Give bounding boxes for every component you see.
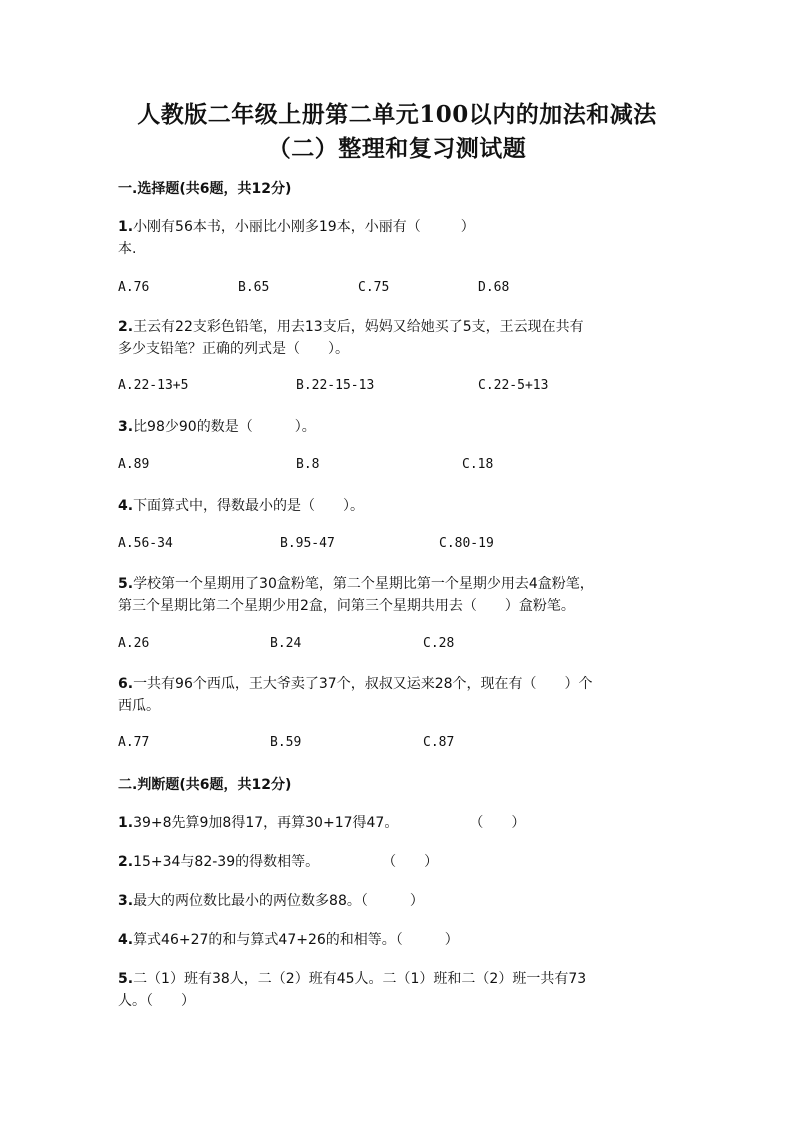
question-text: 一共有96个西瓜，王大爷卖了37个，叔叔又运来28个，现在有（ ）个 [133, 676, 593, 692]
option-b[interactable]: B.59 [270, 735, 302, 750]
option-a[interactable]: A.89 [118, 457, 150, 472]
question-number: 4. [118, 498, 134, 514]
answer-paren[interactable]: （ ） [476, 815, 526, 831]
option-b[interactable]: B.65 [238, 280, 270, 295]
question-number: 2. [118, 854, 134, 870]
document-title-line2: （二）整理和复习测试题 [267, 135, 527, 162]
judge-question-2 [118, 851, 678, 873]
option-c[interactable]: C.87 [423, 735, 455, 750]
question-number: 4. [118, 932, 134, 948]
option-a[interactable]: A.77 [118, 735, 150, 750]
question-text-cont: 多少支铅笔？正确的列式是（ ）。 [118, 341, 349, 357]
question-text: 最大的两位数比最小的两位数多88。（ ） [133, 893, 424, 909]
question-text: 39+8先算9加8得17，再算30+17得47。 [133, 815, 399, 831]
question-number: 1. [118, 219, 134, 235]
answer-paren[interactable]: （ ） [389, 854, 439, 870]
option-a[interactable]: A.22-13+5 [118, 378, 189, 393]
question-text-cont: 西瓜。 [118, 698, 160, 714]
question-text-cont: 第三个星期比第二个星期少用2盒，问第三个星期共用去（ ）盒粉笔。 [118, 598, 575, 614]
question-text-cont: 本. [118, 241, 137, 257]
judge-question-5 [118, 968, 678, 1012]
question-number: 1. [118, 815, 134, 831]
question-2 [118, 316, 678, 360]
option-a[interactable]: A.76 [118, 280, 150, 295]
question-number: 5. [118, 576, 134, 592]
document-title-line1: 人教版二年级上册第二单元100以内的加法和减法 [137, 101, 657, 128]
judge-question-4 [118, 929, 678, 951]
question-number: 3. [118, 419, 134, 435]
question-text: 王云有22支彩色铅笔，用去13支后，妈妈又给她买了5支，王云现在共有 [133, 319, 584, 335]
question-text-cont: 人。（ ） [118, 993, 195, 1009]
question-3 [118, 416, 678, 438]
option-c[interactable]: C.28 [423, 636, 455, 651]
section-heading-choice: 一.选择题(共6题，共12分) [118, 181, 292, 197]
option-b[interactable]: B.22-15-13 [296, 378, 375, 393]
question-text: 小刚有56本书，小丽比小刚多19本，小丽有（ [133, 219, 421, 235]
option-c[interactable]: C.80-19 [439, 536, 494, 551]
question-text: 算式46+27的和与算式47+26的和相等。（ ） [133, 932, 459, 948]
question-text: 学校第一个星期用了30盒粉笔，第二个星期比第一个星期少用去4盒粉笔， [133, 576, 594, 592]
option-a[interactable]: A.56-34 [118, 536, 173, 551]
question-1 [118, 216, 678, 260]
option-a[interactable]: A.26 [118, 636, 150, 651]
option-c[interactable]: C.75 [358, 280, 390, 295]
question-6 [118, 673, 678, 717]
question-text: 比98少90的数是（ ）。 [133, 419, 316, 435]
section-heading-judgement: 二.判断题(共6题，共12分) [118, 777, 292, 793]
judge-question-3 [118, 890, 678, 912]
option-d[interactable]: D.68 [478, 280, 510, 295]
option-b[interactable]: B.8 [296, 457, 320, 472]
judge-question-1 [118, 812, 678, 834]
question-4 [118, 495, 678, 517]
question-number: 2. [118, 319, 134, 335]
question-paren-close: ） [460, 219, 475, 235]
question-text: 下面算式中，得数最小的是（ ）。 [133, 498, 365, 514]
option-c[interactable]: C.18 [462, 457, 494, 472]
question-number: 5. [118, 971, 134, 987]
question-text: 15+34与82-39的得数相等。 [133, 854, 320, 870]
option-c[interactable]: C.22-5+13 [478, 378, 549, 393]
question-number: 6. [118, 676, 134, 692]
option-b[interactable]: B.24 [270, 636, 302, 651]
question-number: 3. [118, 893, 134, 909]
option-b[interactable]: B.95-47 [280, 536, 335, 551]
question-text: 二（1）班有38人，二（2）班有45人。二（1）班和二（2）班一共有73 [133, 971, 587, 987]
question-5 [118, 573, 678, 617]
